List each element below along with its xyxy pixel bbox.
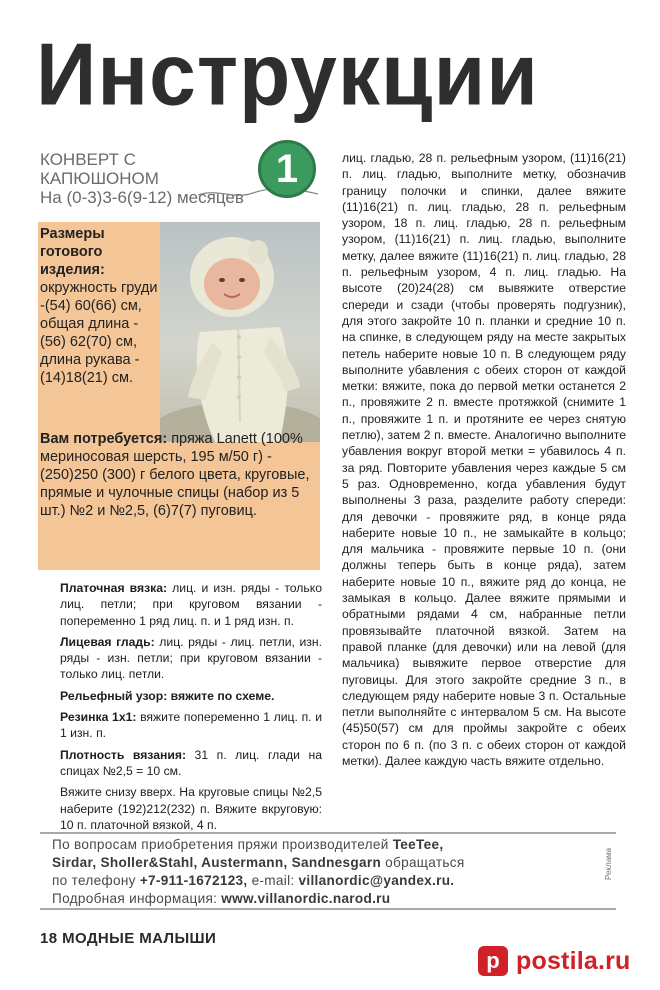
paragraph-text: вяжите по схеме.	[170, 688, 275, 703]
ad-brand-teetee: TeeTee,	[392, 837, 444, 852]
paragraph-text: вяжите попеременно 1 лиц. п. и 1 изн. п.	[60, 710, 323, 741]
baby-photo	[160, 222, 320, 442]
sizes-heading: Размеры готового изделия:	[40, 226, 105, 278]
advertisement-text	[52, 836, 592, 908]
ad-line-1-text: По вопросам приобретения пряжи производителей	[52, 837, 389, 852]
paragraph-title: Плотность вязания:	[60, 747, 187, 762]
paragraph-text: Вяжите снизу вверх. На круговые спицы №2,5 наберите (192)212(232) п. Вяжите вкруговую: 10 п. платочной вязкой, 4 п.	[60, 785, 322, 832]
subtitle-line-1: КОНВЕРТ С	[40, 150, 136, 169]
ad-email-label: e-mail:	[251, 873, 295, 888]
ad-line-4	[52, 890, 592, 908]
ad-website: www.villanordic.narod.ru	[221, 891, 391, 906]
ad-phone-label: по телефону	[52, 873, 136, 888]
sizes-block	[40, 225, 158, 387]
watermark-text: postila.ru	[516, 946, 631, 975]
ad-tag: Реклама	[604, 847, 613, 880]
instructions-left-column	[60, 580, 322, 838]
paragraph-start	[60, 784, 322, 833]
paragraph-text: 31 п. лиц. глади на спицах №2,5 = 10 см.	[60, 747, 322, 778]
page-number: 18	[40, 930, 58, 947]
ad-info-label: Подробная информация:	[52, 891, 218, 906]
sizes-text: окружность груди -(54) 60(66) см, общая длина - (56) 62(70) см, длина рукава - (14)18(21) см.	[40, 280, 158, 386]
page-title: Инструкции	[36, 24, 539, 124]
watermark	[478, 946, 631, 976]
subtitle-line-2: КАПЮШОНОМ	[40, 169, 159, 188]
paragraph-gauge	[60, 747, 322, 780]
subtitle-line-3: На (0-3)3-6(9-12) месяцев	[40, 188, 244, 207]
paragraph-title: Рельефный узор:	[60, 688, 168, 703]
paragraph-rib	[60, 709, 322, 742]
instructions-continued-text: лиц. гладью, 28 п. рельефным узором, (11)16(21) п. лиц. гладью, выполните метку, обозначив границу полочки и спинки, далее вяжите (11)16(21) п. лиц. гладью, 28 п. рельефным узором, 18 п. лиц. гладью, 28 п. рельефным узором, (11)16(21) п. лиц. гладью, выполните метку, далее вяжите (11)16(21) п. лиц. гладью, 28 п. рельефным узором, 4 п. лиц. гладью. На высоте (20)24(28) см вывяжите отверстие спереди и сзади (чтобы проверять подгузник), для этого закройте 10 п. планки и средние 10 п. на спинке, в следующем ряду на месте закрытых петель наберите новые 10 п. В следующем ряду выполните убавления с обеих сторон от каждой метки: вяжите, пока до первой метки останется 2 п., провяжите 2 п. вместе протяжкой (снимите 1 п., провяжите 1 п. и протяните ее через снятую петлю), затем 2 п. вместе. Аналогично выполните убавления вокруг второй метки = убавилось 4 п. за ряд. Повторите убавления через каждые 5 см 5 раз. Одновременно, когда убавления будут выполнены 3 раза, разделите работу спереди: для девочки - провяжите ряд, в конце ряда наберите новые 10 п., не замыкайте в кольцо; для мальчика - провяжите первые 10 п. (они должны теперь быть в конце ряда), затем наберите новые 10 п., вяжите ряд до конца, не замыкая в кольцо. Далее вяжите прямыми и обратными рядами 4 см, набранные петли провязывайте платочной вязкой. Затем на правой планке (для девочки) или на левой (для мальчика) вывяжите первое отверстие для пуговицы. Для этого закройте средние 3 п., в следующем ряду наберите новые 3 п. Остальные петли выполняйте с интервалом 5 см. На высоте (45)50(57) см для проймы закройте с обеих сторон по 6 п. (по 3 п. с обеих сторон от каждой метки). Далее каждую часть вяжите отдельно.	[342, 151, 626, 768]
ad-line-1	[52, 836, 592, 854]
model-number: 1	[275, 146, 299, 191]
page-footer	[40, 930, 216, 947]
postila-logo-icon: p	[478, 946, 508, 976]
ad-line-2-text: обращаться	[385, 855, 465, 870]
paragraph-garter-stitch	[60, 580, 322, 629]
paragraph-title: Лицевая гладь:	[60, 634, 155, 649]
paragraph-text: лиц. и изн. ряды - только лиц. петли; при круговом вязании - попеременно 1 ряд лиц. п. и 1 ряд изн. п.	[60, 581, 322, 628]
paragraph-relief-pattern	[60, 688, 322, 704]
paragraph-title: Платочная вязка:	[60, 581, 168, 595]
ad-line-2	[52, 854, 592, 872]
instructions-right-column	[342, 150, 626, 769]
paragraph-text: лиц. ряды - лиц. петли, изн. ряды - изн. петли; при круговом вязании - только лиц. петли.	[60, 634, 322, 682]
model-number-badge	[258, 140, 316, 198]
ad-phone: +7-911-1672123,	[139, 873, 248, 888]
materials-heading: Вам потребуется:	[40, 431, 168, 447]
magazine-name: МОДНЫЕ МАЛЫШИ	[62, 930, 217, 947]
materials-text: пряжа Lanett (100% мериносовая шерсть, 195 м/50 г) - (250)250 (300) г белого цвета, круговые, прямые и чулочные спицы (набор из 5 шт.) №2 и №2,5, (6)7(7) пуговиц.	[40, 431, 310, 519]
materials-block	[40, 430, 316, 520]
baby-illustration-icon	[160, 222, 320, 442]
paragraph-title: Резинка 1x1:	[60, 710, 137, 725]
ad-email: villanordic@yandex.ru.	[298, 873, 455, 888]
paragraph-stockinette	[60, 634, 322, 683]
ad-line-3	[52, 872, 592, 890]
ad-brands: Sirdar, Sholler&Stahl, Austermann, Sandnesgarn	[52, 855, 382, 870]
